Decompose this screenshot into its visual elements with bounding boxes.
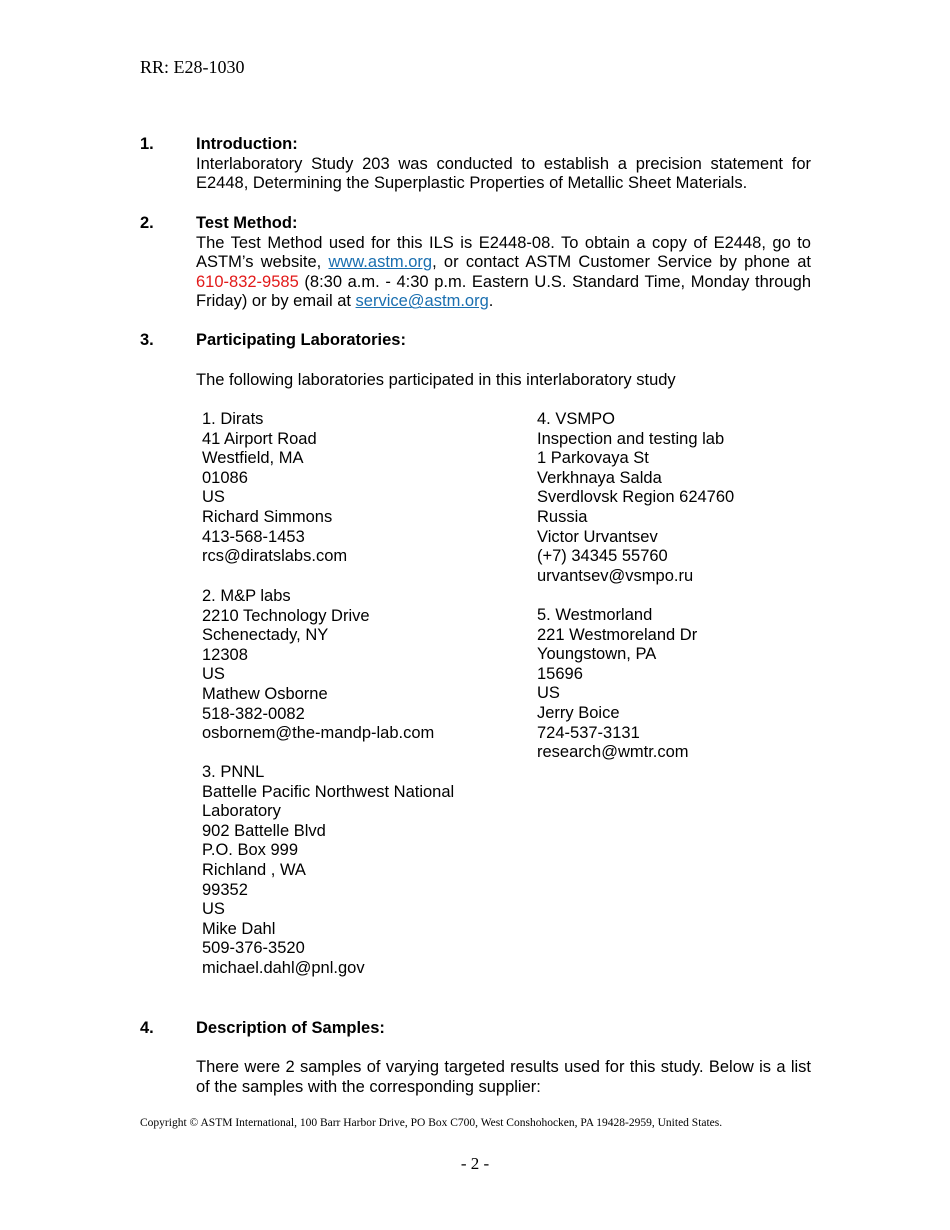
section-1-number: 1. (140, 135, 154, 153)
lab-line: 99352 (202, 880, 248, 899)
lab-line: 01086 (202, 468, 248, 487)
lab-line: 413-568-1453 (202, 527, 305, 546)
lab-line: 2. M&P labs (202, 587, 291, 605)
lab-line: US (202, 900, 225, 919)
phone-number: 610-832-9585 (196, 272, 299, 291)
lab-line: rcs@diratslabs.com (202, 547, 348, 566)
section-3-title: Participating Laboratories: (196, 331, 406, 349)
lab-line: Russia (537, 507, 588, 526)
lab-line: Laboratory (202, 802, 281, 821)
lab-line: 2210 Technology Drive (202, 606, 370, 625)
lab-line: Battelle Pacific Northwest National (202, 782, 455, 801)
section-2-text-a: The Test Method used for this ILS is E2448-08. To obtain a copy of E2448, go to ASTM’s website, (196, 233, 811, 272)
lab-line: 221 Westmoreland Dr (537, 625, 698, 644)
lab-line: Westfield, MA (202, 449, 304, 468)
lab-line: Verkhnaya Salda (537, 468, 662, 487)
lab-line: michael.dahl@pnl.gov (202, 958, 365, 977)
lab-line: Inspection and testing lab (537, 429, 725, 448)
section-2-text-b: , or contact ASTM Customer Service by phone at (432, 253, 811, 272)
section-test-method (196, 214, 811, 312)
lab-line: Mike Dahl (202, 919, 276, 938)
section-2-text-d: . (488, 292, 494, 311)
lab-line: Youngstown, PA (537, 645, 657, 664)
section-2-title: Test Method: (196, 214, 298, 232)
section-3-intro: The following laboratories participated in this interlaboratory study (196, 371, 676, 389)
lab-line: US (202, 665, 225, 684)
lab-entry-mp-labs (202, 587, 434, 744)
lab-line: Sverdlovsk Region 624760 (537, 488, 735, 507)
report-number: RR: E28-1030 (140, 57, 245, 77)
section-1-title: Introduction: (196, 135, 298, 153)
lab-line: 518-382-0082 (202, 704, 305, 723)
section-4-number: 4. (140, 1019, 154, 1037)
lab-line: 15696 (537, 664, 583, 683)
lab-line: (+7) 34345 55760 (537, 547, 668, 566)
lab-line: 1 Parkovaya St (537, 449, 649, 468)
copyright-footer: Copyright © ASTM International, 100 Barr Harbor Drive, PO Box C700, West Conshohocken, PA 19428-2959, United States. (140, 1117, 723, 1129)
lab-line: osbornem@the-mandp-lab.com (202, 724, 435, 743)
lab-line: Richard Simmons (202, 507, 333, 526)
lab-line: urvantsev@vsmpo.ru (537, 566, 694, 585)
lab-line: Richland , WA (202, 860, 306, 879)
lab-line: US (202, 488, 225, 507)
lab-entry-dirats (202, 410, 347, 567)
lab-line: 509-376-3520 (202, 939, 305, 958)
lab-line: research@wmtr.com (537, 743, 689, 762)
lab-line: 3. PNNL (202, 763, 265, 781)
website-link[interactable]: www.astm.org (328, 253, 433, 272)
lab-line: 902 Battelle Blvd (202, 821, 326, 840)
lab-entry-westmorland (537, 606, 697, 763)
lab-line: 41 Airport Road (202, 429, 317, 448)
section-3-number: 3. (140, 331, 154, 349)
lab-line: 1. Dirats (202, 410, 264, 428)
lab-entry-pnnl (202, 763, 454, 979)
section-1-text: Interlaboratory Study 203 was conducted to establish a precision statement for E2448, Determining the Superplastic Properties of Metallic Sheet Materials. (196, 154, 811, 193)
page-number: - 2 - (460, 1154, 490, 1173)
section-2-text (196, 234, 811, 312)
lab-line: 4. VSMPO (537, 410, 615, 428)
email-link[interactable]: service@astm.org (355, 292, 489, 311)
lab-line: 5. Westmorland (537, 606, 653, 624)
section-participating-labs (196, 331, 811, 351)
lab-line: 724-537-3131 (537, 723, 640, 742)
lab-line: Schenectady, NY (202, 626, 329, 645)
lab-line: 12308 (202, 645, 248, 664)
section-description-of-samples (196, 1019, 811, 1039)
lab-line: US (537, 684, 560, 703)
section-4-title: Description of Samples: (196, 1019, 385, 1037)
section-introduction (196, 135, 811, 194)
section-2-number: 2. (140, 214, 154, 232)
section-2-text-c: (8:30 a.m. - 4:30 p.m. Eastern U.S. Standard Time, Monday through Friday) or by email at (196, 272, 811, 311)
lab-line: P.O. Box 999 (202, 841, 299, 860)
lab-entry-vsmpo (537, 410, 734, 586)
lab-line: Jerry Boice (537, 703, 620, 722)
lab-line: Mathew Osborne (202, 684, 328, 703)
section-4-text: There were 2 samples of varying targeted results used for this study. Below is a list of the samples with the corresponding supplier: (196, 1058, 811, 1096)
lab-line: Victor Urvantsev (537, 527, 658, 546)
